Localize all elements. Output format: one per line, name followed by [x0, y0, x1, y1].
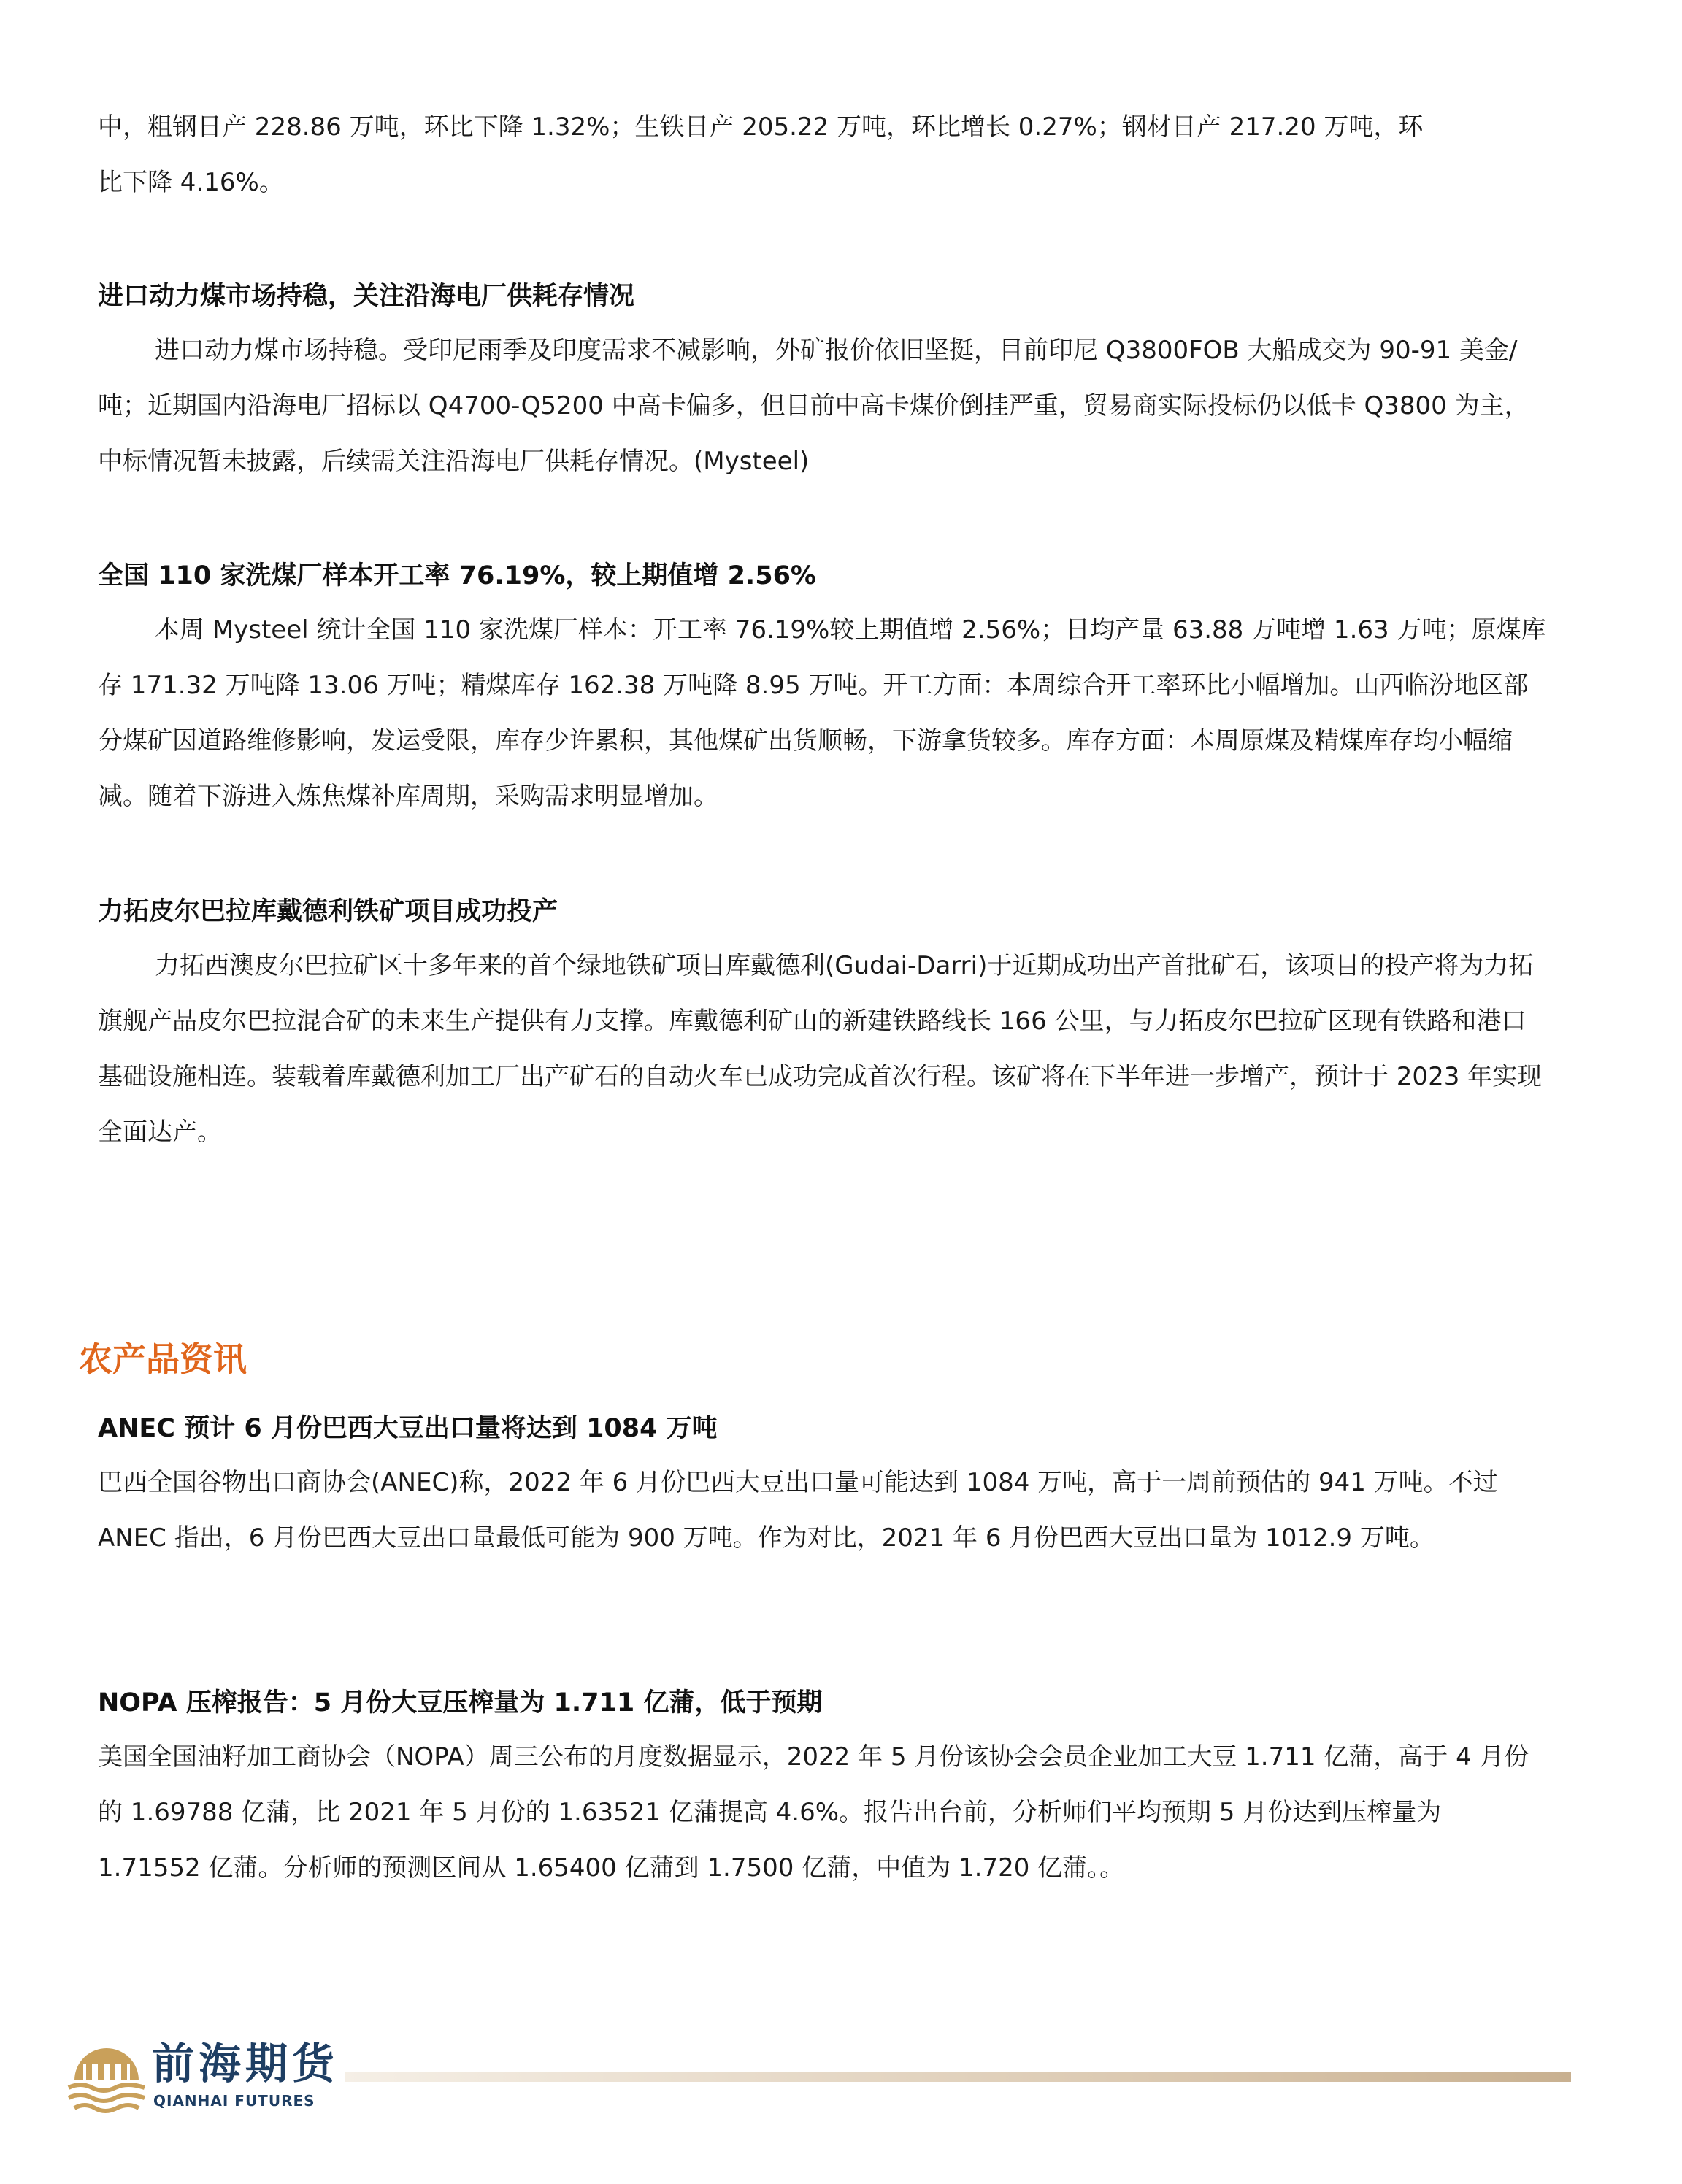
article-heading-anec: ANEC 预计 6 月份巴西大豆出口量将达到 1084 万吨 — [98, 1414, 718, 1443]
article-body-thermal-coal: 进口动力煤市场持稳。受印尼雨季及印度需求不减影响，外矿报价依旧坚挺，目前印尼 Q3800FOB 大船成交为 90-91 美金/吨；近期国内沿海电厂招标以 Q4700-Q5200 中高卡偏多，但目前中高卡煤价倒挂严重，贸易商实际投标仍以低卡 Q3800 为主，中标情况暂未披露，后续需关注沿海电厂供耗存情况。(Mysteel) — [98, 336, 1529, 476]
article-heading-thermal-coal: 进口动力煤市场持稳，关注沿海电厂供耗存情况 — [98, 282, 635, 311]
article-body-anec: 巴西全国谷物出口商协会(ANEC)称，2022 年 6 月份巴西大豆出口量可能达到 1084 万吨，高于一周前预估的 941 万吨。不过 ANEC 指出，6 月份巴西大豆出口量最低可能为 900 万吨。作为对比，2021 年 6 月份巴西大豆出口量为 1012.9 万吨。 — [98, 1468, 1498, 1553]
continued-paragraph-line-1: 中，粗钢日产 228.86 万吨，环比下降 1.32%；生铁日产 205.22 万吨，环比增长 0.27%；钢材日产 217.20 万吨，环 — [98, 112, 1424, 142]
company-logo — [64, 2035, 339, 2123]
continued-paragraph-line-2: 比下降 4.16%。 — [98, 168, 284, 197]
article-heading-nopa: NOPA 压榨报告：5 月份大豆压榨量为 1.711 亿蒲，低于预期 — [98, 1688, 823, 1718]
article-body-rio-tinto: 力拓西澳皮尔巴拉矿区十多年来的首个绿地铁矿项目库戴德利(Gudai-Darri)于近期成功出产首批矿石，该项目的投产将为力拓旗舰产品皮尔巴拉混合矿的未来生产提供有力支撑。库戴德利矿山的新建铁路线长 166 公里，与力拓皮尔巴拉矿区现有铁路和港口基础设施相连。装载着库戴德利加工厂出产矿石的自动火车已成功完成首次行程。该矿将在下半年进一步增产，预计于 2023 年实现全面达产。 — [98, 951, 1543, 1147]
article-body-nopa: 美国全国油籽加工商协会（NOPA）周三公布的月度数据显示，2022 年 5 月份该协会会员企业加工大豆 1.711 亿蒲，高于 4 月份的 1.69788 亿蒲，比 2021 年 5 月份的 1.63521 亿蒲提高 4.6%。报告出台前，分析师们平均预期 5 月份达到压榨量为 1.71552 亿蒲。分析师的预测区间从 1.65400 亿蒲到 1.7500 亿蒲，中值为 1.720 亿蒲。。 — [98, 1742, 1529, 1883]
logo-emblem-icon — [64, 2035, 149, 2117]
article-heading-rio-tinto: 力拓皮尔巴拉库戴德利铁矿项目成功投产 — [98, 897, 558, 926]
section-title-agriculture: 农产品资讯 — [79, 1339, 247, 1379]
footer-divider — [345, 2072, 1571, 2082]
logo-english-name: QIANHAI FUTURES — [153, 2092, 315, 2110]
article-body-coal-washing: 本周 Mysteel 统计全国 110 家洗煤厂样本：开工率 76.19%较上期值增 2.56%；日均产量 63.88 万吨增 1.63 万吨；原煤库存 171.32 万吨降 13.06 万吨；精煤库存 162.38 万吨降 8.95 万吨。开工方面：本周综合开工率环比小幅增加。山西临汾地区部分煤矿因道路维修影响，发运受限，库存少许累积，其他煤矿出货顺畅，下游拿货较多。库存方面：本周原煤及精煤库存均小幅缩减。随着下游进入炼焦煤补库周期，采购需求明显增加。 — [98, 615, 1546, 811]
article-heading-coal-washing: 全国 110 家洗煤厂样本开工率 76.19%，较上期值增 2.56% — [98, 561, 817, 591]
logo-chinese-name: 前海期货 — [152, 2039, 339, 2088]
